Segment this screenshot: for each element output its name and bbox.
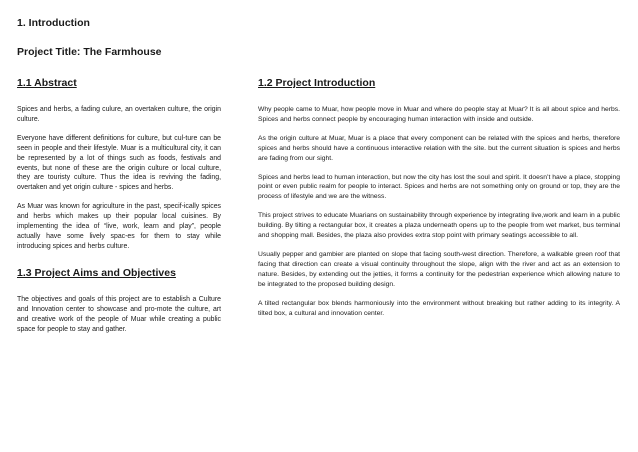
abstract-paragraph: Spices and herbs, a fading culure, an overtaken culture, the origin culture. [17,106,221,123]
right-column [258,77,620,327]
abstract-title: 1.1 Abstract [17,77,77,89]
project-title: Project Title: The Farmhouse [17,46,162,58]
abstract-paragraph: As Muar was known for agriculture in the past, specif-ically spices and herbs which makes up their popular local cuisines. By implementing the idea of “live, work, learn and play”, people actually have some lively spac-es for them to stay while introducing spices and herbs culture. [17,203,221,250]
introduction-paragraph: Usually pepper and gambier are planted on slope that facing south-west direction. Therefore, a walkable green roof that facing that direction can create a visual continuity throughout the slope, align with the river and act as an extension to nature. Besides, by extending out the jetties, it forms a continuity for the pedestrian experience which allowing nature to be integrated to the proposed building design. [258,250,620,288]
page-heading: 1. Introduction [17,17,90,29]
introduction-paragraph: Spices and herbs lead to human interaction, but now the city has lost the soul and spirit. It doesn’t have a place, stopping point or even public realm for people to interact. Spices and herbs are not something only on ground or top, they are the process of lifestyle and we are the witness. [258,173,620,201]
introduction-paragraph: As the origin culture at Muar, Muar is a place that every component can be related with the spices and herbs, therefore spices and herbs should have a continuous interactive relation with the site. but the current situation is spices and herbs are fading from our sight. [258,134,620,162]
introduction-paragraph: Why people came to Muar, how people move in Muar and where do people stay at Muar? It is all about spice and herbs. Spices and herbs connect people by encouraging human interaction with inside and outside. [258,106,620,123]
introduction-paragraph: This project strives to educate Muarians on sustainability through experience by integrating live,work and learn in a public building. By tilting a rectangular box, it creates a plaza underneath opens up to the people from wet market, bus terminal and shopping mall. Besides, the plaza also provides extra stop point with primary seatings accessible to all. [258,212,620,240]
aims-title: 1.3 Project Aims and Objectives [17,266,176,279]
abstract-paragraph: Everyone have different definitions for culture, but cul-ture can be seen in people and their lifestyle. Muar is a multicultural city, it can be represented by a lot of things such as foods, festivals and events, but none of these are the origin culture or local culture, they are touristy culture. Thus the idea is reviving the fading, overtaken and yet origin culture - spices and herbs. [17,134,221,192]
introduction-title: 1.2 Project Introduction [258,77,376,89]
introduction-paragraph: A tilted rectangular box blends harmoniously into the environment without breaking but rather adding to its integrity. A tilted box, a cultural and innovation center. [258,299,620,317]
aims-paragraph: The objectives and goals of this project are to establish a Culture and Innovation center to showcase and pro-mote the culture, art and creative work of the people of Muar while creating a public space for people to stay and gather. [17,295,221,333]
left-column [17,77,221,343]
